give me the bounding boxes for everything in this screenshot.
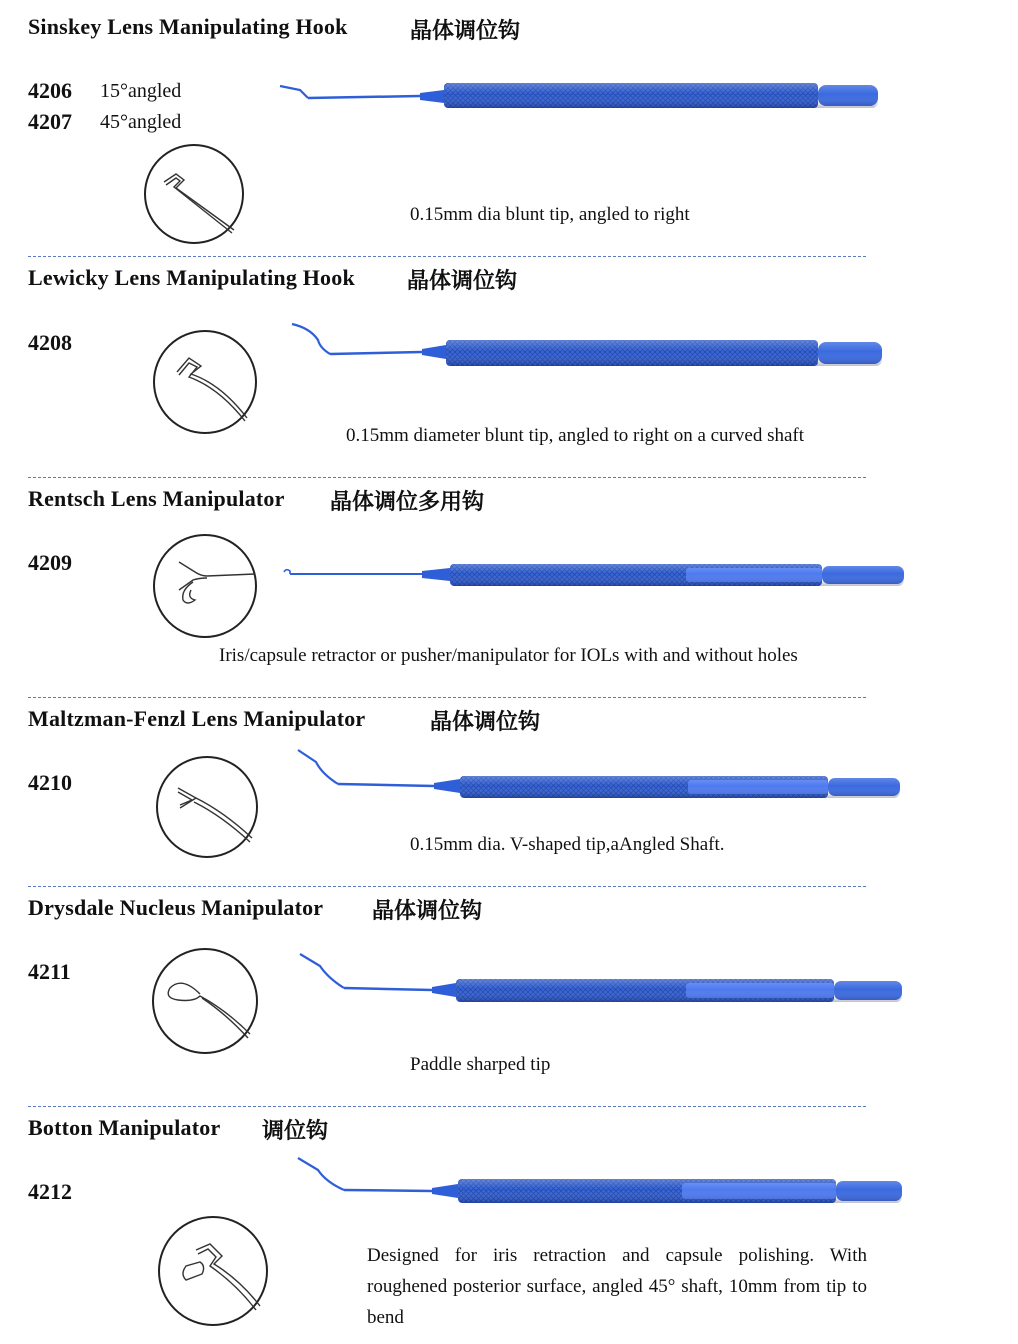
product-variant: 15°angled [100,80,182,102]
product-title-chinese: 晶体调位钩 [407,269,518,294]
product-title-chinese: 晶体调位钩 [430,710,541,735]
instrument-image [298,952,906,1004]
v-shaped-tip-icon [154,754,260,860]
bent-button-tip-icon [156,1214,270,1328]
product-code: 4212 [28,1179,72,1204]
product-description: 0.15mm dia. V-shaped tip,aAngled Shaft. [410,834,725,855]
product-title: Maltzman-Fenzl Lens Manipulator [28,706,366,731]
product-code: 4211 [28,959,71,984]
product-code: 4209 [28,550,72,575]
product-description: Paddle sharped tip [410,1054,551,1075]
product-code: 4210 [28,770,72,795]
product-variant: 45°angled [100,111,182,133]
instrument-image [290,322,886,366]
product-description: 0.15mm dia blunt tip, angled to right [410,204,690,225]
section-divider [28,697,866,698]
instrument-image [282,562,908,588]
instrument-image [296,1156,906,1206]
product-description: Designed for iris retraction and capsule polishing. With roughened posterior surface, angled 45° shaft, 10mm from tip to bend [367,1245,867,1328]
product-code: 4208 [28,330,72,355]
section-divider [28,256,866,257]
product-title: Sinskey Lens Manipulating Hook [28,14,348,39]
curved-hook-tip-icon [151,328,259,436]
angled-hook-tip-icon [142,142,246,246]
product-code: 4207 [28,109,72,134]
section-divider [28,1106,866,1107]
section-divider [28,886,866,887]
instrument-image [296,748,904,800]
product-title-chinese: 晶体调位钩 [410,19,521,44]
product-description: 0.15mm diameter blunt tip, angled to right on a curved shaft [346,425,805,446]
product-title: Botton Manipulator [28,1115,221,1140]
section-divider [28,477,866,478]
product-title-chinese: 晶体调位多用钩 [330,490,485,515]
forked-hook-tip-icon [151,532,259,640]
instrument-image [278,78,882,110]
product-title-chinese: 晶体调位钩 [372,899,483,924]
product-title: Rentsch Lens Manipulator [28,486,285,511]
paddle-tip-icon [150,946,260,1056]
product-title: Lewicky Lens Manipulating Hook [28,265,355,290]
product-title: Drysdale Nucleus Manipulator [28,895,324,920]
product-title-chinese: 调位钩 [262,1119,329,1144]
product-code: 4206 [28,78,72,103]
product-description: Iris/capsule retractor or pusher/manipulator for IOLs with and without holes [219,645,798,666]
